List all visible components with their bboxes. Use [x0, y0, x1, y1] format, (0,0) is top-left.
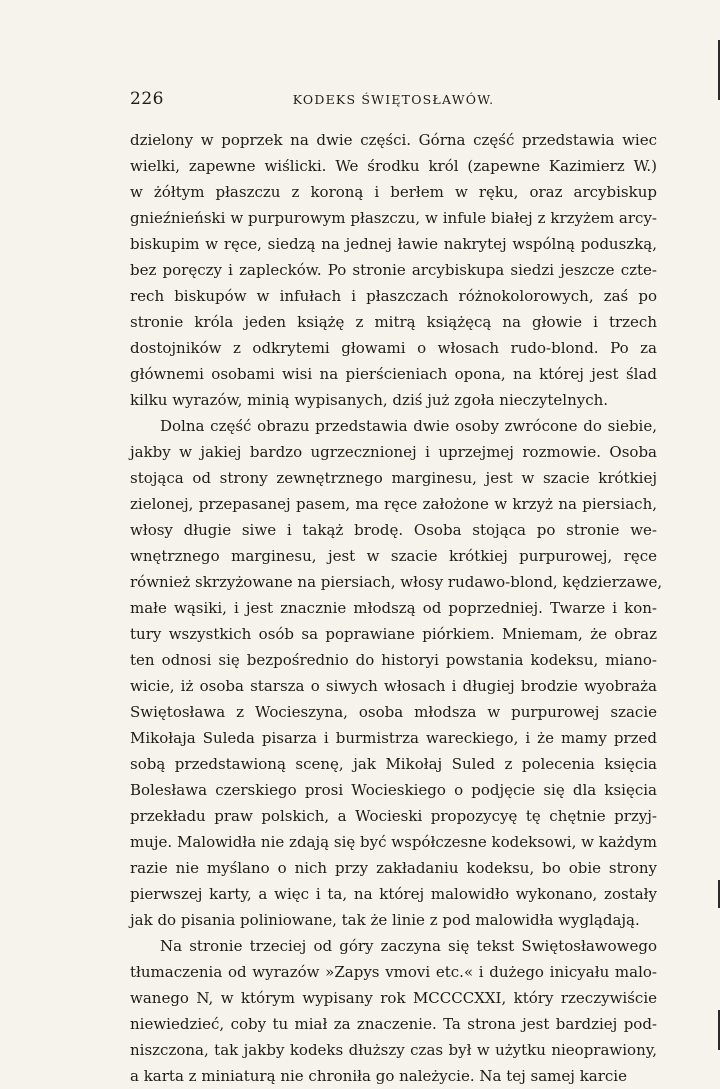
text-line: tłumaczenia od wyrazów »Zapys vmovi etc.« i dużego inicyału malo- [130, 963, 657, 981]
text-line: również skrzyżowane na piersiach, włosy rudawo-blond, kędzierzawe, [130, 573, 663, 591]
text-line: a karta z miniaturą nie chroniła go należycie. Na tej samej karcie [130, 1067, 627, 1085]
body-text [130, 127, 663, 1089]
text-line: małe wąsiki, i jest znacznie młodszą od poprzedniej. Twarze i kon- [130, 599, 657, 617]
text-line: wanego N, w którym wypisany rok MCCCCXXI, który rzeczywiście [130, 989, 657, 1007]
text-line: głównemi osobami wisi na pierścieniach opona, na której jest ślad [130, 365, 657, 383]
text-line: muje. Malowidła nie zdają się być współczesne kodeksowi, w każdym [130, 833, 657, 851]
text-line: dostojników z odkrytemi głowami o włosach rudo-blond. Po za [130, 339, 657, 357]
running-title: KODEKS ŚWIĘTOSŁAWÓW. [292, 92, 495, 107]
text-line: przekładu praw polskich, a Wocieski propozycyę tę chętnie przyj- [130, 807, 657, 825]
text-line: dzielony w poprzek na dwie części. Górna część przedstawia wiec [130, 131, 657, 149]
paragraph [130, 127, 657, 413]
text-line: stojąca od strony zewnętrznego marginesu, jest w szacie krótkiej [130, 469, 657, 487]
page-header [130, 89, 657, 113]
text-line: ten odnosi się bezpośrednio do historyi powstania kodeksu, miano- [130, 651, 657, 669]
page-number: 226 [130, 89, 164, 109]
text-line: tury wszystkich osób sa poprawiane piórkiem. Mniemam, że obraz [130, 625, 657, 643]
text-line: pierwszej karty, a więc i ta, na której malowidło wykonano, zostały [130, 885, 657, 903]
text-line: Dolna część obrazu przedstawia dwie osoby zwrócone do siebie, [160, 417, 657, 435]
text-line: rech biskupów w infułach i płaszczach różnokolorowych, zaś po [130, 287, 657, 305]
text-line: Swiętosława z Wocieszyna, osoba młodsza w purpurowej szacie [130, 703, 657, 721]
text-line: jak do pisania poliniowane, tak że linie z pod malowidła wyglądają. [130, 911, 640, 929]
text-line: sobą przedstawioną scenę, jak Mikołaj Suled z polecenia księcia [130, 755, 657, 773]
text-line: wielki, zapewne wiślicki. We środku król (zapewne Kazimierz W.) [130, 157, 657, 175]
text-line: biskupim w ręce, siedzą na jednej ławie nakrytej wspólną poduszką, [130, 235, 657, 253]
text-line: kilku wyrazów, minią wypisanych, dziś już zgoła nieczytelnych. [130, 391, 609, 409]
text-line: w żółtym płaszczu z koroną i berłem w ręku, oraz arcybiskup [130, 183, 657, 201]
text-line: stronie króla jeden książę z mitrą książęcą na głowie i trzech [130, 313, 657, 331]
text-line: Na stronie trzeciej od góry zaczyna się tekst Swiętosławowego [160, 937, 657, 955]
text-line: niewiedzieć, coby tu miał za znaczenie. Ta strona jest bardziej pod- [130, 1015, 657, 1033]
paragraph [130, 413, 663, 933]
text-line: gnieźnieński w purpurowym płaszczu, w infule białej z krzyżem arcy- [130, 209, 657, 227]
text-line: razie nie myślano o nich przy zakładaniu kodeksu, bo obie strony [130, 859, 657, 877]
text-line: Mikołaja Suleda pisarza i burmistrza wareckiego, i że mamy przed [130, 729, 657, 747]
paragraph [130, 933, 657, 1089]
text-line: jakby w jakiej bardzo ugrzecznionej i uprzejmej rozmowie. Osoba [130, 443, 657, 461]
text-line: włosy długie siwe i takąż brodę. Osoba stojąca po stronie we- [130, 521, 657, 539]
text-line: bez poręczy i zaplecków. Po stronie arcybiskupa siedzi jeszcze czte- [130, 261, 657, 279]
text-line: niszczona, tak jakby kodeks dłuższy czas był w użytku nieoprawiony, [130, 1041, 657, 1059]
text-line: wicie, iż osoba starsza o siwych włosach i długiej brodzie wyobraża [130, 677, 657, 695]
text-line: wnętrznego marginesu, jest w szacie krótkiej purpurowej, ręce [130, 547, 657, 565]
text-line: zielonej, przepasanej pasem, ma ręce założone w krzyż na piersiach, [130, 495, 657, 513]
text-line: Bolesława czerskiego prosi Wocieskiego o podjęcie się dla księcia [130, 781, 657, 799]
